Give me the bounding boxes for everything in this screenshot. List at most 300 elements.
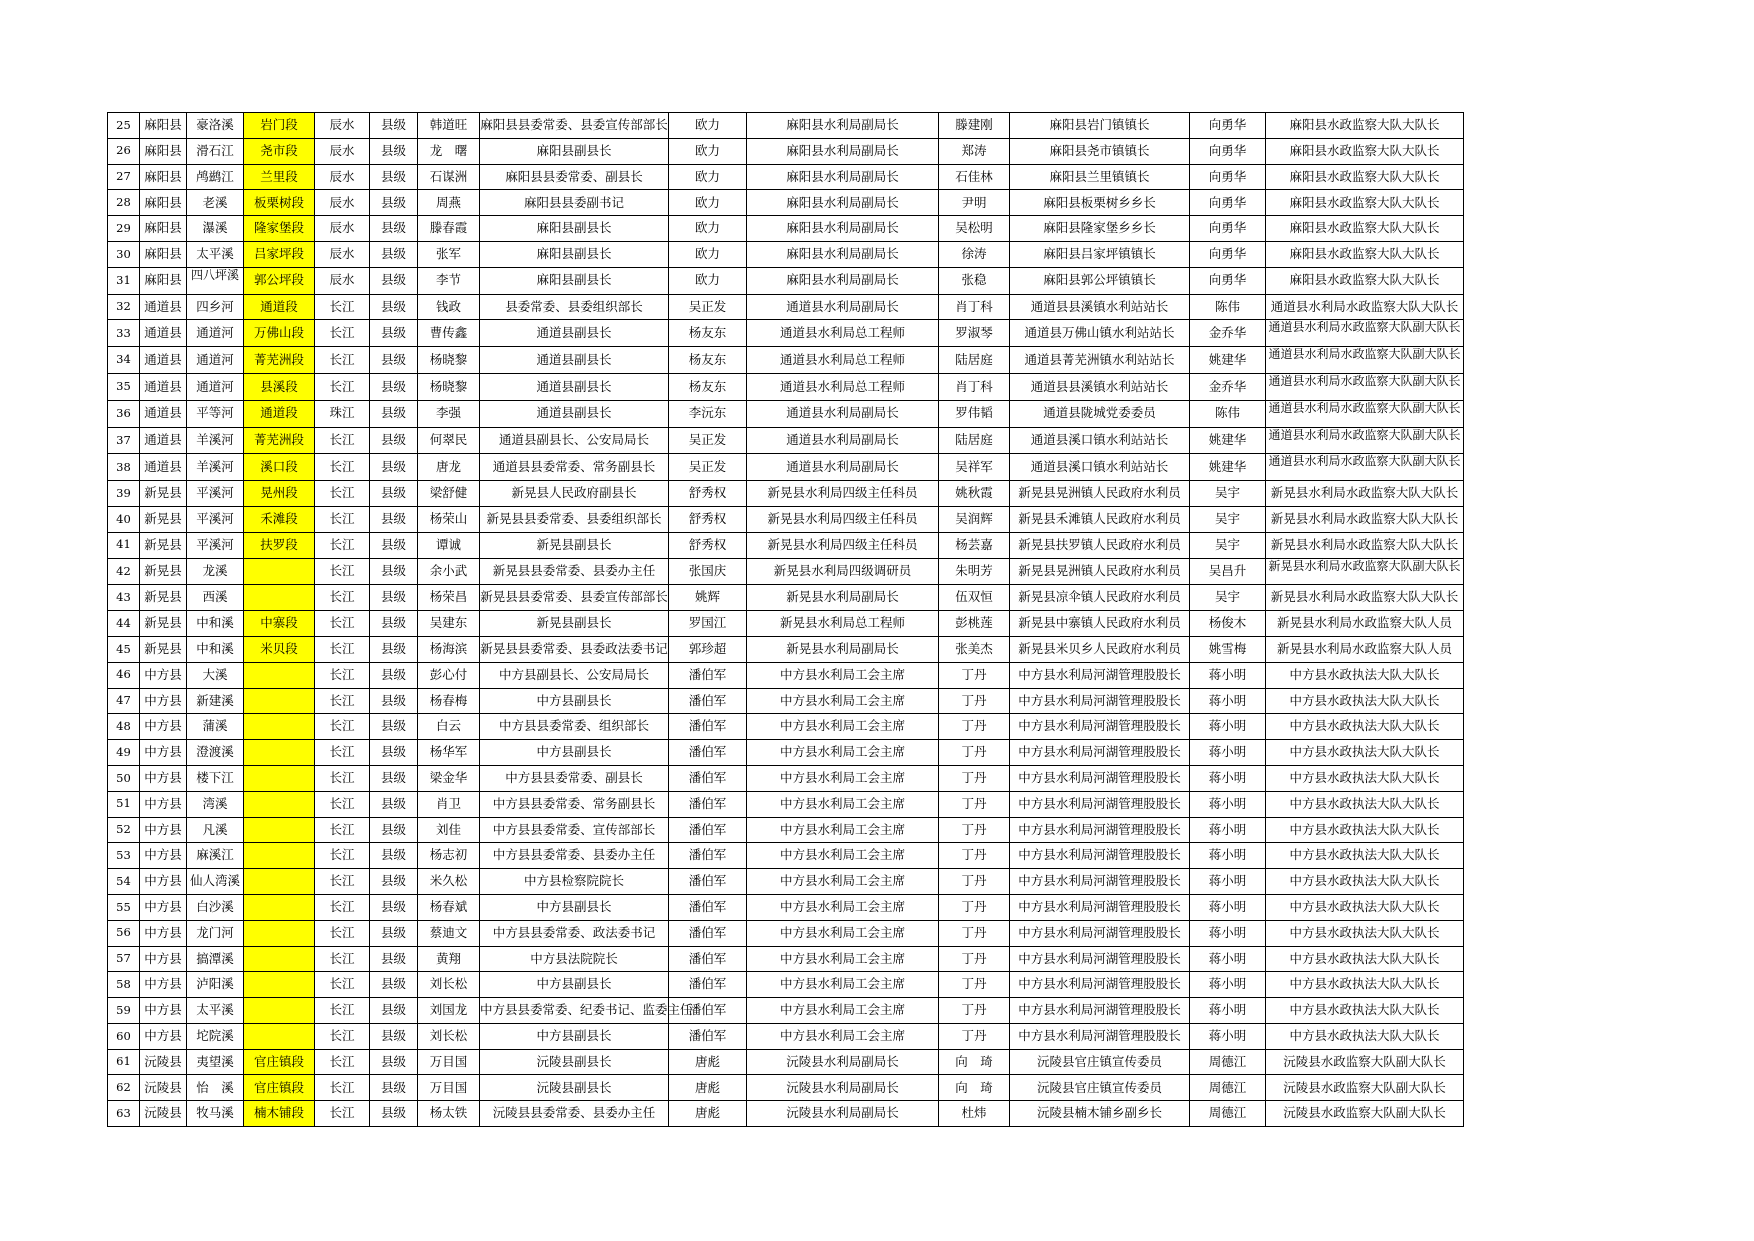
cell-river: 澄渡溪 [187, 740, 244, 766]
cell-chief-name: 李强 [418, 400, 480, 427]
cell-enforcer-name: 蒋小明 [1190, 791, 1266, 817]
cell-chief-title: 中方县县委常委、宣传部部长 [480, 817, 669, 843]
table-row [108, 294, 1464, 320]
cell-basin: 长江 [315, 740, 370, 766]
cell-liaison-name: 潘伯军 [669, 972, 747, 998]
cell-enforcer-name: 蒋小明 [1190, 946, 1266, 972]
cell-segment [244, 817, 315, 843]
cell-river: 滑石江 [187, 138, 244, 164]
cell-river: 羊溪河 [187, 427, 244, 454]
cell-township-title: 麻阳县尧市镇镇长 [1010, 138, 1190, 164]
cell-row-number: 44 [108, 611, 140, 637]
cell-row-number: 33 [108, 320, 140, 347]
cell-chief-title: 沅陵县副县长 [480, 1075, 669, 1101]
cell-liaison-name: 张国庆 [669, 558, 747, 585]
cell-basin: 长江 [315, 294, 370, 320]
cell-enforcer-name: 向勇华 [1190, 241, 1266, 267]
cell-township-title: 麻阳县吕家坪镇镇长 [1010, 241, 1190, 267]
cell-segment: 禾滩段 [244, 506, 315, 532]
cell-liaison-title: 中方县水利局工会主席 [747, 843, 939, 869]
cell-basin: 辰水 [315, 164, 370, 190]
cell-river: 太平溪 [187, 998, 244, 1024]
cell-enforcer-name: 周德江 [1190, 1075, 1266, 1101]
cell-chief-title: 中方县副县长、公安局局长 [480, 662, 669, 688]
cell-chief-title: 通道县副县长 [480, 400, 669, 427]
cell-level: 县级 [370, 506, 418, 532]
cell-row-number: 38 [108, 454, 140, 481]
cell-chief-name: 曹传鑫 [418, 320, 480, 347]
cell-liaison-title: 中方县水利局工会主席 [747, 817, 939, 843]
cell-river: 西溪 [187, 585, 244, 611]
cell-liaison-title: 通道县水利局副局长 [747, 427, 939, 454]
cell-township-name: 丁丹 [939, 791, 1010, 817]
cell-enforcer-title: 中方县水政执法大队大队长 [1266, 791, 1464, 817]
cell-liaison-title: 中方县水利局工会主席 [747, 998, 939, 1024]
cell-township-title: 新晃县中寨镇人民政府水利员 [1010, 611, 1190, 637]
cell-enforcer-title: 麻阳县水政监察大队大队长 [1266, 113, 1464, 139]
cell-enforcer-title: 麻阳县水政监察大队大队长 [1266, 241, 1464, 267]
cell-chief-name: 滕春霞 [418, 216, 480, 242]
cell-basin: 长江 [315, 1101, 370, 1127]
cell-liaison-title: 通道县水利局总工程师 [747, 347, 939, 374]
cell-township-title: 通道县溪口镇水利站站长 [1010, 427, 1190, 454]
cell-basin: 长江 [315, 920, 370, 946]
cell-enforcer-name: 向勇华 [1190, 138, 1266, 164]
cell-township-title: 麻阳县兰里镇镇长 [1010, 164, 1190, 190]
cell-enforcer-name: 姚雪梅 [1190, 636, 1266, 662]
cell-chief-name: 刘国龙 [418, 998, 480, 1024]
cell-river: 楼下江 [187, 765, 244, 791]
table-row [108, 532, 1464, 558]
cell-liaison-name: 吴正发 [669, 294, 747, 320]
cell-row-number: 57 [108, 946, 140, 972]
cell-enforcer-name: 向勇华 [1190, 190, 1266, 216]
cell-enforcer-title: 通道县水利局水政监察大队副大队长 [1266, 373, 1464, 400]
cell-county: 新晃县 [140, 585, 187, 611]
cell-chief-title: 麻阳县县委副书记 [480, 190, 669, 216]
cell-township-title: 通道县县溪镇水利站站长 [1010, 373, 1190, 400]
table-row [108, 894, 1464, 920]
cell-township-title: 新晃县禾滩镇人民政府水利员 [1010, 506, 1190, 532]
table-row [108, 267, 1464, 294]
cell-basin: 长江 [315, 946, 370, 972]
cell-chief-title: 麻阳县副县长 [480, 138, 669, 164]
cell-segment [244, 998, 315, 1024]
cell-liaison-title: 中方县水利局工会主席 [747, 1023, 939, 1049]
table-row [108, 558, 1464, 585]
cell-liaison-title: 新晃县水利局四级调研员 [747, 558, 939, 585]
cell-county: 中方县 [140, 998, 187, 1024]
cell-township-name: 徐涛 [939, 241, 1010, 267]
cell-basin: 长江 [315, 320, 370, 347]
cell-liaison-title: 中方县水利局工会主席 [747, 662, 939, 688]
cell-county: 中方县 [140, 662, 187, 688]
cell-chief-title: 麻阳县县委常委、县委宣传部部长 [480, 113, 669, 139]
cell-liaison-name: 欧力 [669, 164, 747, 190]
cell-chief-name: 万目国 [418, 1049, 480, 1075]
cell-chief-title: 新晃县县委常委、县委政法委书记 [480, 636, 669, 662]
cell-liaison-title: 新晃县水利局四级主任科员 [747, 481, 939, 507]
cell-river: 夷望溪 [187, 1049, 244, 1075]
cell-row-number: 59 [108, 998, 140, 1024]
cell-chief-name: 杨春梅 [418, 688, 480, 714]
cell-liaison-name: 欧力 [669, 138, 747, 164]
cell-chief-title: 麻阳县副县长 [480, 267, 669, 294]
cell-river: 通道河 [187, 347, 244, 374]
cell-liaison-name: 舒秀权 [669, 481, 747, 507]
table-row [108, 1101, 1464, 1127]
cell-township-title: 新晃县米贝乡人民政府水利员 [1010, 636, 1190, 662]
cell-enforcer-title: 中方县水政执法大队大队长 [1266, 998, 1464, 1024]
cell-township-name: 张稳 [939, 267, 1010, 294]
cell-county: 中方县 [140, 765, 187, 791]
cell-liaison-name: 潘伯军 [669, 817, 747, 843]
cell-level: 县级 [370, 714, 418, 740]
cell-basin: 长江 [315, 791, 370, 817]
cell-liaison-name: 杨友东 [669, 347, 747, 374]
cell-township-title: 中方县水利局河湖管理股股长 [1010, 998, 1190, 1024]
cell-enforcer-title: 中方县水政执法大队大队长 [1266, 946, 1464, 972]
cell-township-name: 肖丁科 [939, 294, 1010, 320]
cell-basin: 长江 [315, 972, 370, 998]
cell-enforcer-title: 新晃县水利局水政监察大队副大队长 [1266, 558, 1464, 585]
cell-liaison-name: 吴正发 [669, 427, 747, 454]
cell-township-name: 丁丹 [939, 765, 1010, 791]
cell-enforcer-title: 通道县水利局水政监察大队副大队长 [1266, 400, 1464, 427]
cell-segment: 隆家堡段 [244, 216, 315, 242]
table-row [108, 373, 1464, 400]
cell-county: 中方县 [140, 791, 187, 817]
cell-liaison-name: 罗国江 [669, 611, 747, 637]
cell-liaison-name: 欧力 [669, 190, 747, 216]
table-row [108, 920, 1464, 946]
cell-enforcer-title: 新晃县水利局水政监察大队大队长 [1266, 506, 1464, 532]
cell-chief-name: 梁金华 [418, 765, 480, 791]
cell-river: 中和溪 [187, 636, 244, 662]
cell-township-name: 彭桃莲 [939, 611, 1010, 637]
cell-river: 白沙溪 [187, 894, 244, 920]
cell-enforcer-name: 周德江 [1190, 1101, 1266, 1127]
cell-chief-title: 中方县县委常委、政法委书记 [480, 920, 669, 946]
cell-segment: 楠木铺段 [244, 1101, 315, 1127]
cell-liaison-name: 欧力 [669, 267, 747, 294]
cell-level: 县级 [370, 138, 418, 164]
cell-segment [244, 869, 315, 895]
cell-chief-name: 杨荣昌 [418, 585, 480, 611]
cell-township-name: 陆居庭 [939, 427, 1010, 454]
cell-chief-name: 何翠民 [418, 427, 480, 454]
cell-river: 四乡河 [187, 294, 244, 320]
cell-county: 中方县 [140, 688, 187, 714]
cell-chief-title: 新晃县县委常委、县委办主任 [480, 558, 669, 585]
cell-basin: 长江 [315, 843, 370, 869]
cell-chief-name: 杨华军 [418, 740, 480, 766]
cell-liaison-name: 唐彪 [669, 1101, 747, 1127]
cell-enforcer-title: 中方县水政执法大队大队长 [1266, 817, 1464, 843]
cell-river: 中和溪 [187, 611, 244, 637]
cell-enforcer-name: 蒋小明 [1190, 843, 1266, 869]
cell-county: 沅陵县 [140, 1049, 187, 1075]
cell-level: 县级 [370, 740, 418, 766]
cell-township-title: 麻阳县板栗树乡乡长 [1010, 190, 1190, 216]
cell-liaison-name: 潘伯军 [669, 998, 747, 1024]
cell-river: 怡 溪 [187, 1075, 244, 1101]
cell-row-number: 53 [108, 843, 140, 869]
cell-county: 新晃县 [140, 611, 187, 637]
cell-enforcer-name: 姚建华 [1190, 454, 1266, 481]
cell-chief-name: 唐龙 [418, 454, 480, 481]
cell-township-name: 吴祥军 [939, 454, 1010, 481]
cell-basin: 长江 [315, 373, 370, 400]
cell-basin: 长江 [315, 454, 370, 481]
cell-segment: 菁芜洲段 [244, 427, 315, 454]
cell-liaison-title: 中方县水利局工会主席 [747, 740, 939, 766]
cell-liaison-title: 中方县水利局工会主席 [747, 946, 939, 972]
cell-row-number: 39 [108, 481, 140, 507]
cell-enforcer-name: 陈伟 [1190, 400, 1266, 427]
cell-segment: 兰里段 [244, 164, 315, 190]
cell-segment: 板栗树段 [244, 190, 315, 216]
cell-segment [244, 920, 315, 946]
cell-enforcer-name: 蒋小明 [1190, 688, 1266, 714]
cell-chief-title: 中方县县委常委、副县长 [480, 765, 669, 791]
cell-basin: 长江 [315, 1049, 370, 1075]
table-row [108, 400, 1464, 427]
cell-chief-title: 中方县副县长 [480, 972, 669, 998]
cell-level: 县级 [370, 662, 418, 688]
cell-township-title: 麻阳县郭公坪镇镇长 [1010, 267, 1190, 294]
cell-liaison-title: 通道县水利局副局长 [747, 294, 939, 320]
table-row [108, 765, 1464, 791]
cell-liaison-title: 麻阳县水利局副局长 [747, 190, 939, 216]
cell-segment: 官庄镇段 [244, 1075, 315, 1101]
cell-liaison-title: 麻阳县水利局副局长 [747, 138, 939, 164]
cell-liaison-name: 姚辉 [669, 585, 747, 611]
cell-level: 县级 [370, 558, 418, 585]
cell-county: 通道县 [140, 373, 187, 400]
cell-segment: 通道段 [244, 294, 315, 320]
cell-county: 麻阳县 [140, 216, 187, 242]
table-row [108, 998, 1464, 1024]
cell-liaison-title: 中方县水利局工会主席 [747, 688, 939, 714]
cell-chief-title: 中方县法院院长 [480, 946, 669, 972]
table-row [108, 714, 1464, 740]
cell-river: 老溪 [187, 190, 244, 216]
cell-chief-title: 新晃县县委常委、县委宣传部部长 [480, 585, 669, 611]
cell-enforcer-title: 通道县水利局水政监察大队副大队长 [1266, 320, 1464, 347]
cell-level: 县级 [370, 241, 418, 267]
cell-level: 县级 [370, 320, 418, 347]
cell-chief-name: 杨太铁 [418, 1101, 480, 1127]
cell-river: 龙溪 [187, 558, 244, 585]
cell-row-number: 42 [108, 558, 140, 585]
table-row [108, 611, 1464, 637]
cell-county: 中方县 [140, 894, 187, 920]
cell-enforcer-name: 蒋小明 [1190, 817, 1266, 843]
cell-chief-name: 李节 [418, 267, 480, 294]
cell-chief-title: 通道县副县长 [480, 347, 669, 374]
cell-township-name: 丁丹 [939, 869, 1010, 895]
cell-segment [244, 946, 315, 972]
cell-township-name: 丁丹 [939, 817, 1010, 843]
cell-segment: 中寨段 [244, 611, 315, 637]
cell-river: 平溪河 [187, 481, 244, 507]
cell-row-number: 28 [108, 190, 140, 216]
cell-basin: 长江 [315, 869, 370, 895]
cell-township-name: 滕建刚 [939, 113, 1010, 139]
table-row [108, 190, 1464, 216]
cell-row-number: 61 [108, 1049, 140, 1075]
cell-county: 新晃县 [140, 532, 187, 558]
cell-level: 县级 [370, 164, 418, 190]
cell-segment: 万佛山段 [244, 320, 315, 347]
table-row [108, 585, 1464, 611]
cell-county: 中方县 [140, 843, 187, 869]
cell-county: 麻阳县 [140, 164, 187, 190]
cell-level: 县级 [370, 765, 418, 791]
cell-level: 县级 [370, 481, 418, 507]
cell-township-name: 向 琦 [939, 1049, 1010, 1075]
cell-segment: 岩门段 [244, 113, 315, 139]
cell-segment [244, 894, 315, 920]
table-row [108, 740, 1464, 766]
cell-row-number: 29 [108, 216, 140, 242]
cell-county: 通道县 [140, 347, 187, 374]
cell-level: 县级 [370, 843, 418, 869]
cell-chief-name: 肖卫 [418, 791, 480, 817]
cell-row-number: 56 [108, 920, 140, 946]
cell-liaison-name: 潘伯军 [669, 843, 747, 869]
cell-township-name: 伍双恒 [939, 585, 1010, 611]
cell-row-number: 49 [108, 740, 140, 766]
cell-basin: 长江 [315, 765, 370, 791]
cell-enforcer-title: 麻阳县水政监察大队大队长 [1266, 216, 1464, 242]
cell-river: 平溪河 [187, 532, 244, 558]
cell-enforcer-title: 麻阳县水政监察大队大队长 [1266, 190, 1464, 216]
table-row [108, 946, 1464, 972]
cell-county: 中方县 [140, 740, 187, 766]
cell-river: 仙人湾溪 [187, 869, 244, 895]
cell-county: 通道县 [140, 294, 187, 320]
cell-level: 县级 [370, 1075, 418, 1101]
table-row [108, 817, 1464, 843]
cell-liaison-title: 中方县水利局工会主席 [747, 972, 939, 998]
cell-enforcer-title: 通道县水利局水政监察大队副大队长 [1266, 347, 1464, 374]
cell-enforcer-name: 向勇华 [1190, 216, 1266, 242]
cell-enforcer-title: 中方县水政执法大队大队长 [1266, 869, 1464, 895]
cell-township-title: 通道县县溪镇水利站站长 [1010, 294, 1190, 320]
cell-basin: 长江 [315, 894, 370, 920]
table-row [108, 481, 1464, 507]
cell-basin: 辰水 [315, 113, 370, 139]
cell-river: 大溪 [187, 662, 244, 688]
cell-row-number: 54 [108, 869, 140, 895]
cell-county: 沅陵县 [140, 1075, 187, 1101]
cell-enforcer-name: 吴宇 [1190, 585, 1266, 611]
cell-chief-name: 龙 曙 [418, 138, 480, 164]
cell-chief-name: 谭诚 [418, 532, 480, 558]
cell-chief-title: 通道县县委常委、常务副县长 [480, 454, 669, 481]
cell-row-number: 27 [108, 164, 140, 190]
cell-township-title: 通道县陇城党委委员 [1010, 400, 1190, 427]
cell-chief-name: 黄翔 [418, 946, 480, 972]
cell-county: 通道县 [140, 454, 187, 481]
cell-level: 县级 [370, 688, 418, 714]
cell-level: 县级 [370, 216, 418, 242]
cell-segment [244, 791, 315, 817]
cell-level: 县级 [370, 190, 418, 216]
cell-basin: 长江 [315, 688, 370, 714]
cell-enforcer-title: 中方县水政执法大队大队长 [1266, 1023, 1464, 1049]
cell-liaison-title: 通道县水利局副局长 [747, 454, 939, 481]
cell-basin: 珠江 [315, 400, 370, 427]
cell-township-name: 吴松明 [939, 216, 1010, 242]
cell-county: 通道县 [140, 400, 187, 427]
cell-county: 中方县 [140, 946, 187, 972]
cell-liaison-title: 麻阳县水利局副局长 [747, 164, 939, 190]
cell-township-name: 丁丹 [939, 662, 1010, 688]
cell-liaison-title: 中方县水利局工会主席 [747, 920, 939, 946]
cell-level: 县级 [370, 611, 418, 637]
cell-township-title: 中方县水利局河湖管理股股长 [1010, 920, 1190, 946]
cell-chief-title: 通道县副县长 [480, 373, 669, 400]
cell-row-number: 63 [108, 1101, 140, 1127]
cell-chief-name: 杨海滨 [418, 636, 480, 662]
cell-segment: 溪口段 [244, 454, 315, 481]
cell-row-number: 37 [108, 427, 140, 454]
cell-chief-title: 新晃县副县长 [480, 532, 669, 558]
cell-segment: 官庄镇段 [244, 1049, 315, 1075]
cell-liaison-name: 吴正发 [669, 454, 747, 481]
cell-basin: 长江 [315, 481, 370, 507]
cell-liaison-title: 通道县水利局副局长 [747, 400, 939, 427]
cell-county: 通道县 [140, 320, 187, 347]
cell-river: 通道河 [187, 320, 244, 347]
cell-township-name: 丁丹 [939, 998, 1010, 1024]
cell-enforcer-name: 吴宇 [1190, 506, 1266, 532]
cell-enforcer-title: 中方县水政执法大队大队长 [1266, 894, 1464, 920]
table-row [108, 843, 1464, 869]
cell-township-name: 丁丹 [939, 1023, 1010, 1049]
cell-liaison-name: 唐彪 [669, 1049, 747, 1075]
cell-enforcer-title: 中方县水政执法大队大队长 [1266, 662, 1464, 688]
cell-chief-title: 县委常委、县委组织部长 [480, 294, 669, 320]
cell-river: 泸阳溪 [187, 972, 244, 998]
cell-enforcer-title: 沅陵县水政监察大队副大队长 [1266, 1049, 1464, 1075]
table-row [108, 138, 1464, 164]
cell-enforcer-name: 姚建华 [1190, 347, 1266, 374]
table-row [108, 454, 1464, 481]
cell-enforcer-name: 蒋小明 [1190, 972, 1266, 998]
table-row [108, 972, 1464, 998]
cell-level: 县级 [370, 791, 418, 817]
cell-township-title: 麻阳县岩门镇镇长 [1010, 113, 1190, 139]
cell-segment [244, 662, 315, 688]
cell-basin: 长江 [315, 998, 370, 1024]
cell-township-name: 郑涛 [939, 138, 1010, 164]
cell-basin: 辰水 [315, 190, 370, 216]
cell-enforcer-name: 蒋小明 [1190, 662, 1266, 688]
cell-township-title: 中方县水利局河湖管理股股长 [1010, 740, 1190, 766]
cell-liaison-title: 通道县水利局总工程师 [747, 320, 939, 347]
cell-enforcer-name: 吴宇 [1190, 481, 1266, 507]
cell-river: 搞潭溪 [187, 946, 244, 972]
cell-basin: 长江 [315, 506, 370, 532]
cell-liaison-title: 新晃县水利局四级主任科员 [747, 506, 939, 532]
cell-chief-name: 梁舒健 [418, 481, 480, 507]
cell-township-title: 中方县水利局河湖管理股股长 [1010, 791, 1190, 817]
cell-liaison-title: 中方县水利局工会主席 [747, 714, 939, 740]
